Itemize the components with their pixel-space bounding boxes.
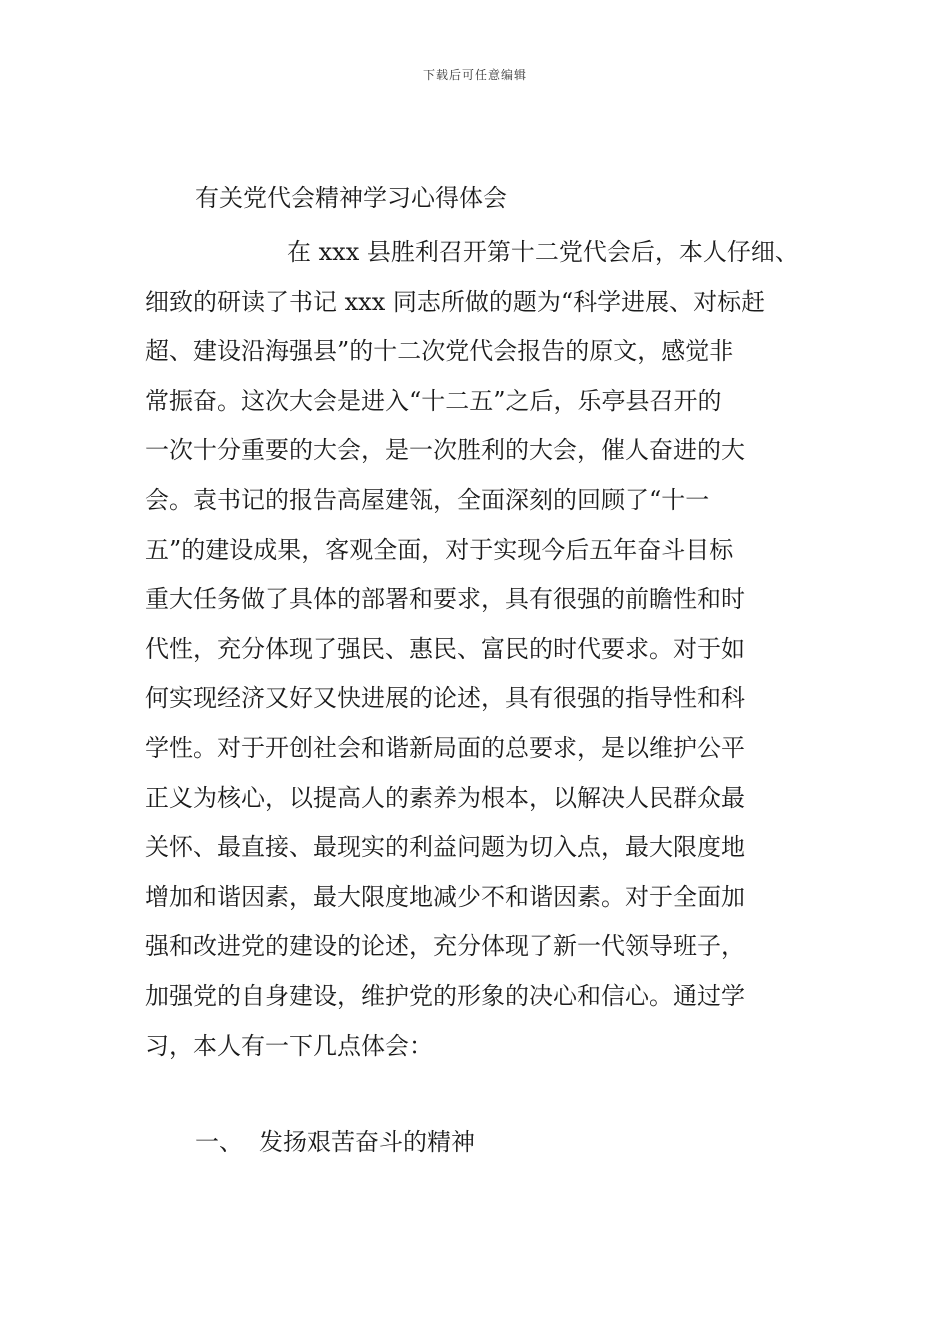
body-line: 一次十分重要的大会，是一次胜利的大会，催人奋进的大 — [145, 436, 745, 465]
body-line: 学性。对于开创社会和谐新局面的总要求，是以维护公平 — [145, 733, 745, 762]
body-line: 常振奋。这次大会是进入“十二五”之后，乐亭县召开的 — [145, 386, 722, 415]
body-line: 关怀、最直接、最现实的利益问题为切入点，最大限度地 — [145, 833, 745, 862]
body-line: 会。袁书记的报告高屋建瓴，全面深刻的回顾了“十一 — [145, 485, 710, 514]
body-line: 加强党的自身建设，维护党的形象的决心和信心。通过学 — [145, 981, 745, 1010]
body-line: 细致的研读了书记 xxx 同志所做的题为“科学进展、对标赶 — [145, 287, 766, 316]
body-line: 超、建设沿海强县”的十二次党代会报告的原文，感觉非 — [145, 337, 734, 366]
body-line: 代性，充分体现了强民、惠民、富民的时代要求。对于如 — [145, 634, 745, 663]
body-line: 增加和谐因素，最大限度地减少不和谐因素。对于全面加 — [145, 882, 745, 911]
header-note: 下载后可任意编辑 — [422, 68, 527, 82]
body-line: 五”的建设成果，客观全面，对于实现今后五年奋斗目标 — [145, 535, 734, 564]
section-number: 一、 — [195, 1128, 243, 1156]
body-line: 强和改进党的建设的论述，充分体现了新一代领导班子， — [145, 932, 745, 961]
section-title: 发扬艰苦奋斗的精神 — [259, 1128, 475, 1156]
body-line: 在 xxx 县胜利召开第十二党代会后，本人仔细、 — [287, 238, 799, 266]
body-line: 重大任务做了具体的部署和要求，具有很强的前瞻性和时 — [145, 585, 745, 614]
body-line: 正义为核心，以提高人的素养为根本，以解决人民群众最 — [145, 783, 745, 812]
body-line: 习，本人有一下几点体会： — [145, 1031, 433, 1060]
body-paragraph — [145, 228, 825, 1071]
body-line: 何实现经济又好又快进展的论述，具有很强的指导性和科 — [145, 684, 745, 713]
section-heading — [195, 1124, 475, 1160]
document-title: 有关党代会精神学习心得体会 — [195, 184, 507, 212]
